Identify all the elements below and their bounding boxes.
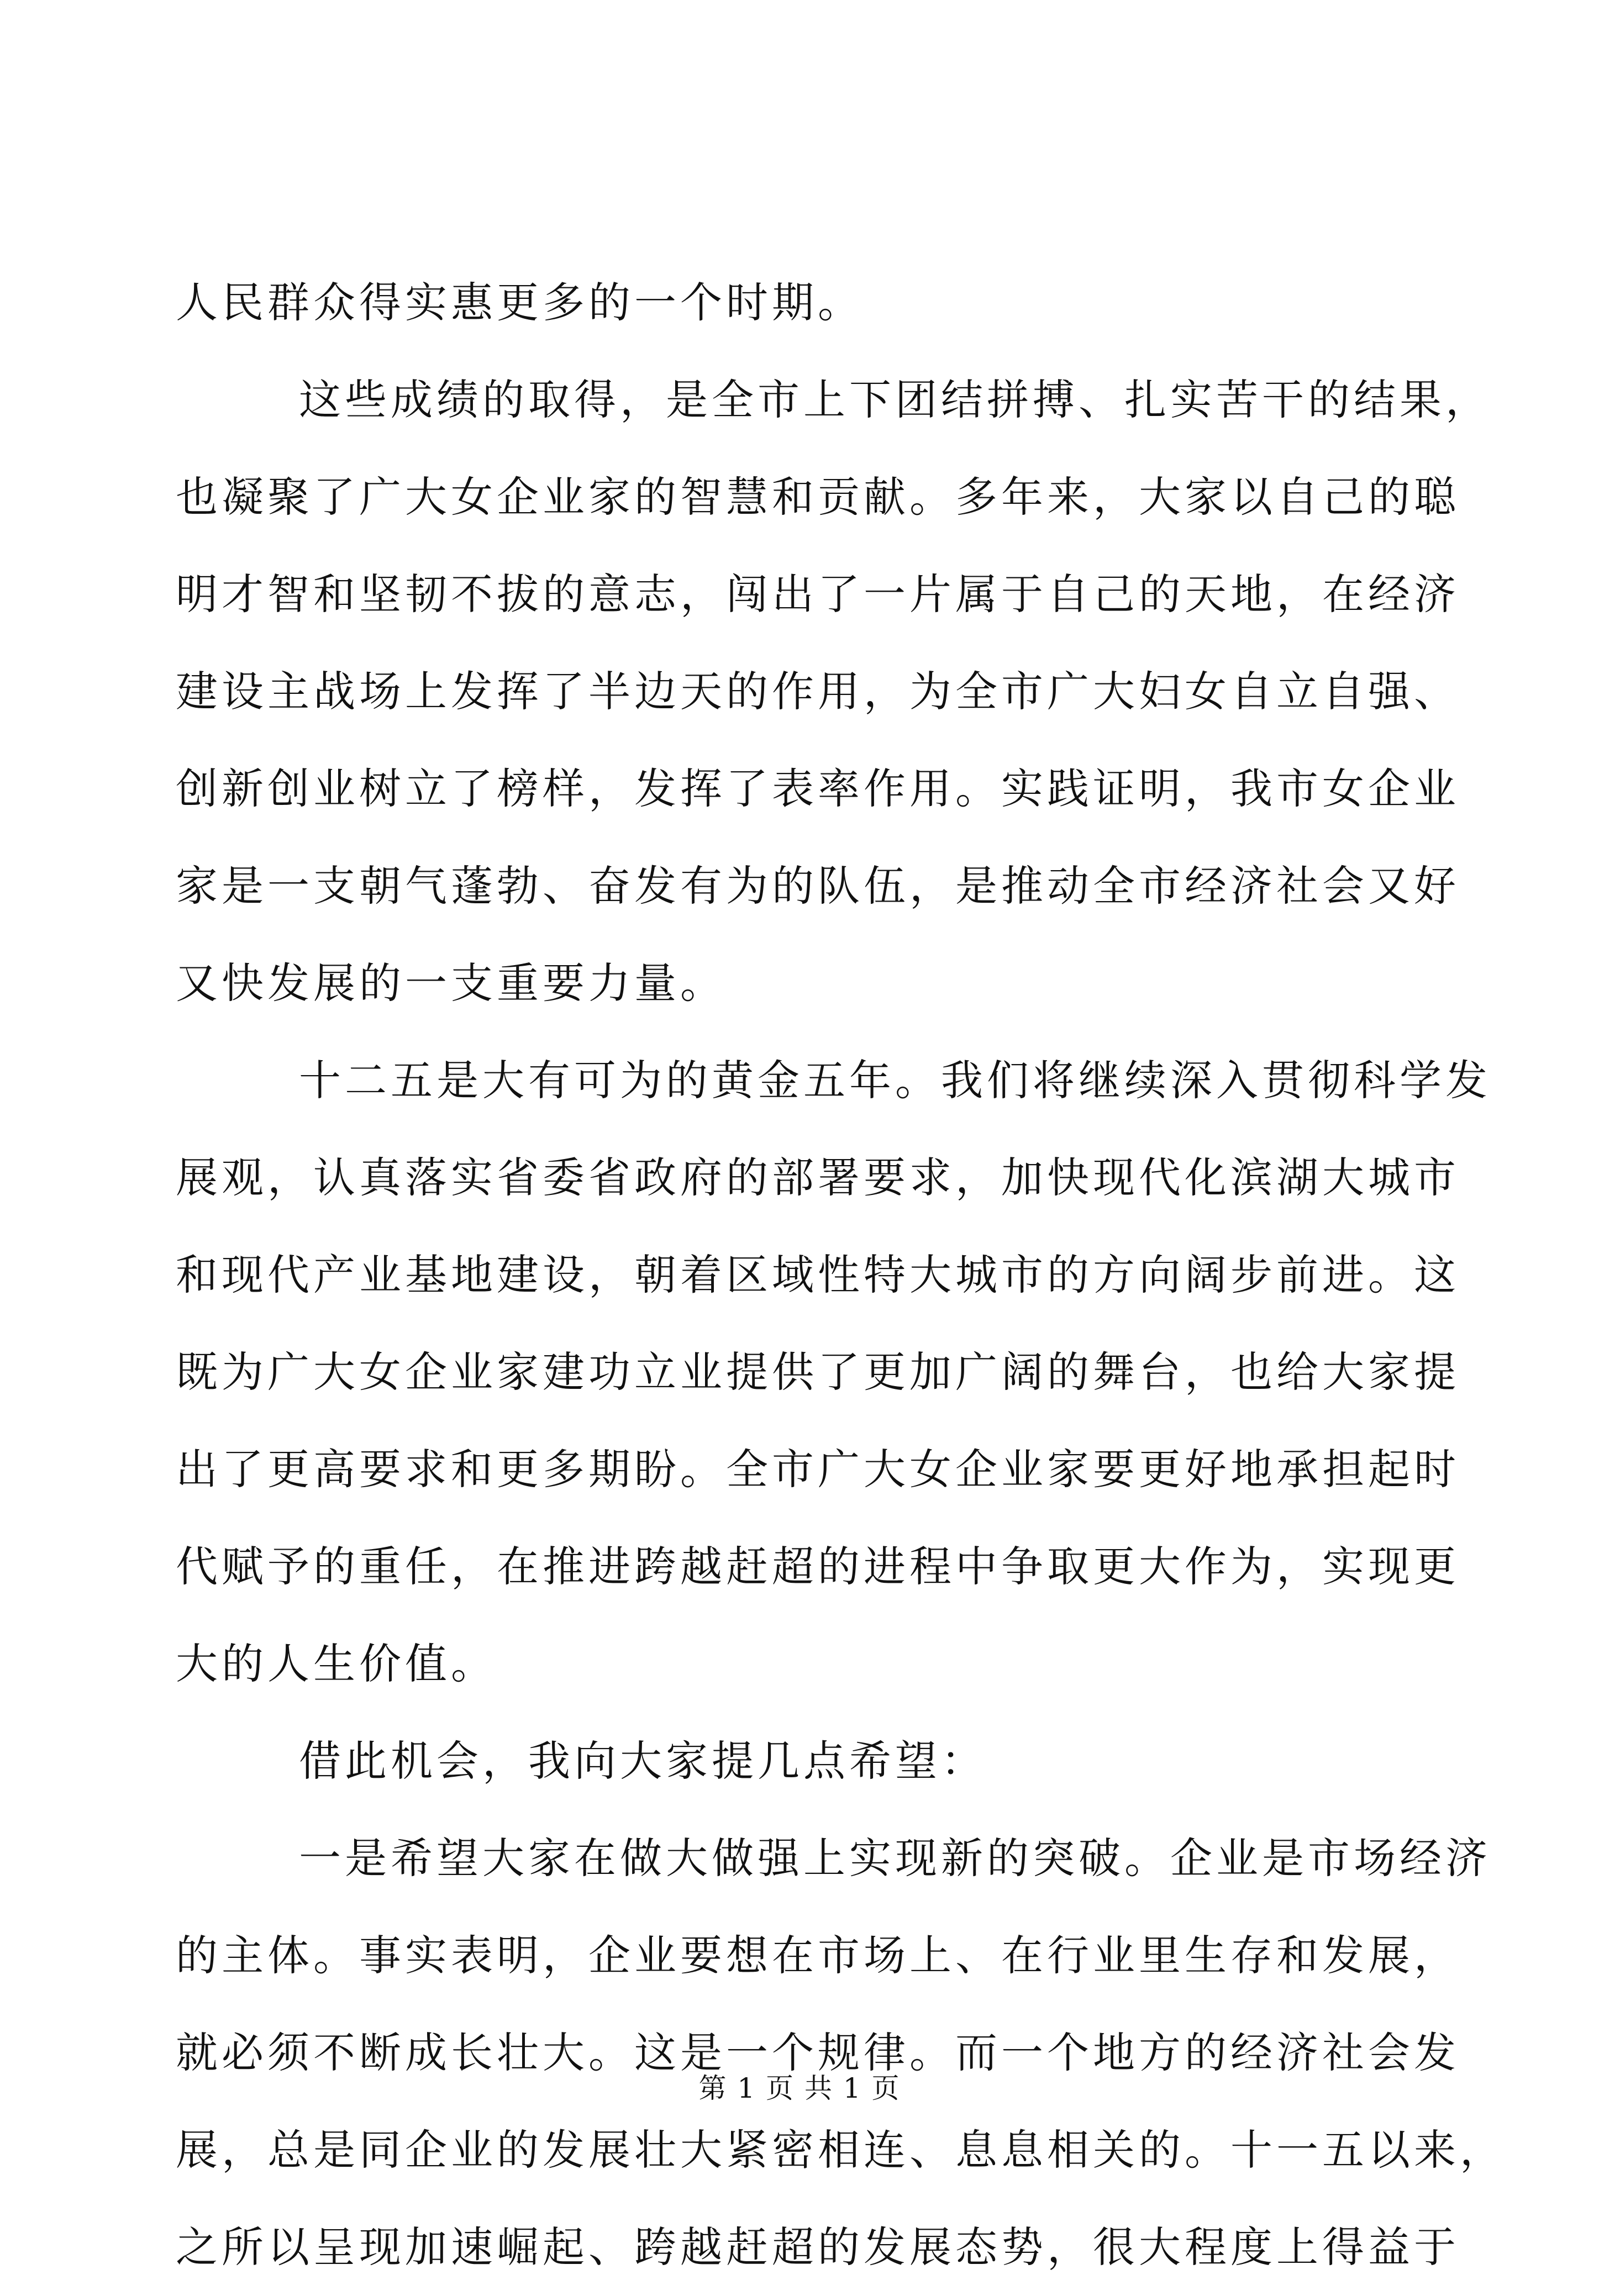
text-line: 家是一支朝气蓬勃、奋发有为的队伍，是推动全市经济社会又好 bbox=[176, 861, 1460, 910]
text-line: 展，总是同企业的发展壮大紧密相连、息息相关的。十一五以来， bbox=[176, 2125, 1506, 2174]
document-body bbox=[176, 254, 1506, 2296]
text-line: 的主体。事实表明，企业要想在市场上、在行业里生存和发展， bbox=[176, 1931, 1460, 1980]
text-line: 创新创业树立了榜样，发挥了表率作用。实践证明，我市女企业 bbox=[176, 764, 1460, 813]
text-line: 人民群众得实惠更多的一个时期。 bbox=[176, 278, 864, 327]
text-line: 大的人生价值。 bbox=[176, 1639, 497, 1688]
text-line: 一是希望大家在做大做强上实现新的突破。企业是市场经济 bbox=[299, 1834, 1491, 1883]
text-line: 之所以呈现加速崛起、跨越赶超的发展态势，很大程度上得益于 bbox=[176, 2223, 1460, 2272]
text-line: 又快发展的一支重要力量。 bbox=[176, 959, 726, 1008]
text-line: 既为广大女企业家建功立业提供了更加广阔的舞台，也给大家提 bbox=[176, 1347, 1460, 1397]
page-footer: 第 1 页 共 1 页 bbox=[698, 2072, 901, 2104]
text-line: 展观，认真落实省委省政府的部署要求，加快现代化滨湖大城市 bbox=[176, 1153, 1460, 1202]
text-line: 建设主战场上发挥了半边天的作用，为全市广大妇女自立自强、 bbox=[176, 667, 1460, 716]
text-line: 出了更高要求和更多期盼。全市广大女企业家要更好地承担起时 bbox=[176, 1445, 1460, 1494]
text-line: 和现代产业基地建设，朝着区域性特大城市的方向阔步前进。这 bbox=[176, 1250, 1460, 1299]
text-line: 明才智和坚韧不拔的意志，闯出了一片属于自己的天地，在经济 bbox=[176, 570, 1460, 619]
text-line: 就必须不断成长壮大。这是一个规律。而一个地方的经济社会发 bbox=[176, 2028, 1460, 2077]
text-line: 借此机会，我向大家提几点希望： bbox=[299, 1736, 987, 1786]
text-line: 十二五是大有可为的黄金五年。我们将继续深入贯彻科学发 bbox=[299, 1056, 1491, 1105]
text-line: 代赋予的重任，在推进跨越赶超的进程中争取更大作为，实现更 bbox=[176, 1542, 1460, 1591]
text-line: 也凝聚了广大女企业家的智慧和贡献。多年来，大家以自己的聪 bbox=[176, 472, 1460, 522]
text-line: 这些成绩的取得，是全市上下团结拼搏、扎实苦干的结果， bbox=[299, 375, 1491, 424]
